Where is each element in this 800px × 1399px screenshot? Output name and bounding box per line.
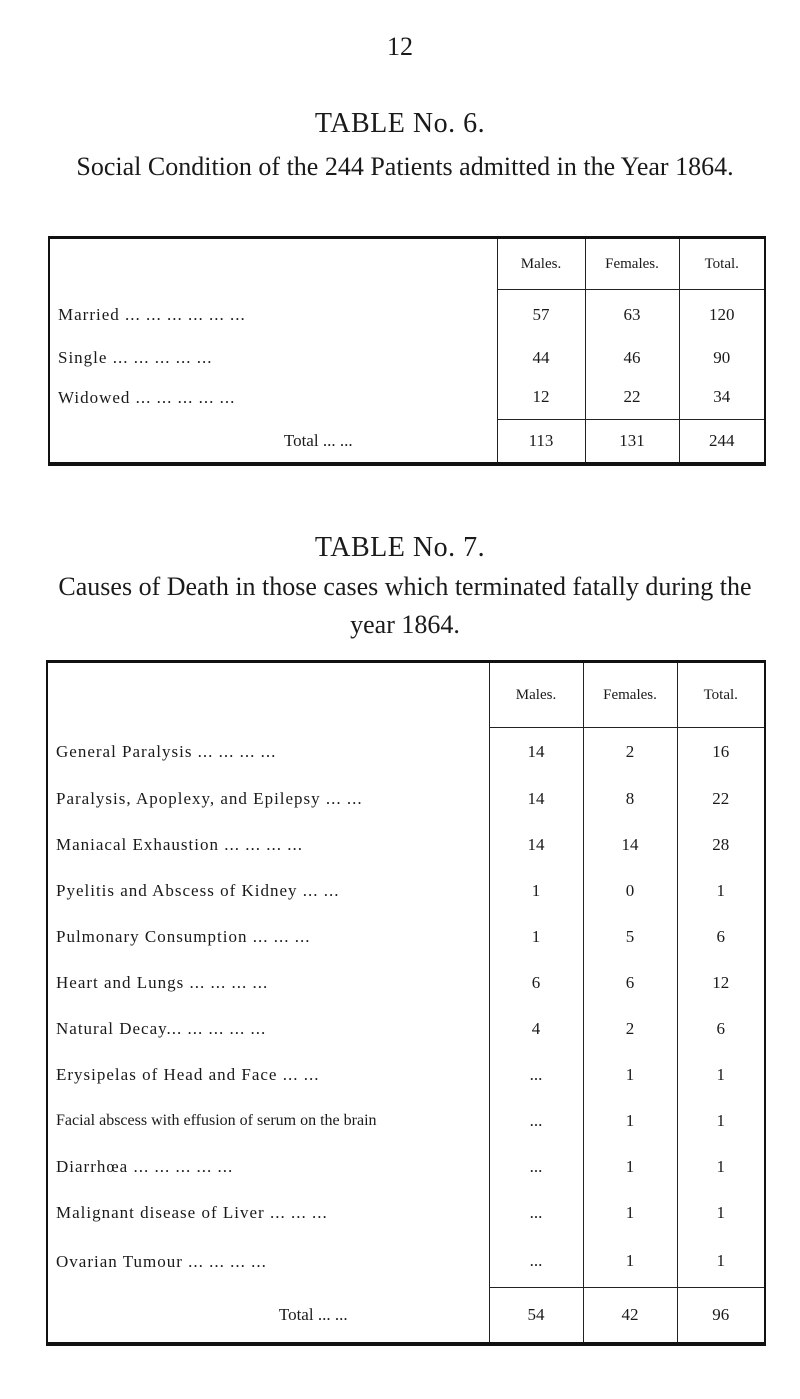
cell-total: 28 <box>677 822 765 868</box>
table-row <box>47 776 765 822</box>
row-label: General Paralysis ... ... ... ... <box>56 741 277 761</box>
table6-header-males: Males. <box>497 238 585 290</box>
cell-total: 22 <box>677 776 765 822</box>
total-males: 54 <box>489 1288 583 1344</box>
cell-total: 1 <box>677 1144 765 1190</box>
row-label: Married ... ... ... ... ... ... <box>58 304 246 324</box>
cell-males: 57 <box>497 290 585 340</box>
cell-males: ... <box>489 1052 583 1098</box>
row-label: Pyelitis and Abscess of Kidney ... ... <box>56 880 340 900</box>
cell-females: 22 <box>585 376 679 420</box>
cell-total: 1 <box>677 868 765 914</box>
table6-title: TABLE No. 6. <box>314 108 486 139</box>
total-label: Total ... ... <box>283 430 353 450</box>
table6-header-blank <box>49 238 497 290</box>
cell-total: 1 <box>677 1098 765 1144</box>
table-row <box>47 1098 765 1144</box>
cell-females: 14 <box>583 822 677 868</box>
cell-total: 6 <box>677 1006 765 1052</box>
table-row <box>47 1052 765 1098</box>
cell-females: 1 <box>583 1098 677 1144</box>
table7-header-males: Males. <box>489 662 583 728</box>
cell-males: 14 <box>489 728 583 776</box>
cell-females: 1 <box>583 1190 677 1236</box>
table7-total-row <box>47 1288 765 1344</box>
cell-females: 0 <box>583 868 677 914</box>
table7-title: TABLE No. 7. <box>314 532 486 563</box>
table-row <box>47 1144 765 1190</box>
table-row <box>49 340 765 376</box>
cell-total: 1 <box>677 1236 765 1288</box>
cell-males: 12 <box>497 376 585 420</box>
total-females: 131 <box>585 420 679 464</box>
cell-females: 6 <box>583 960 677 1006</box>
cell-total: 12 <box>677 960 765 1006</box>
cell-total: 34 <box>679 376 765 420</box>
cell-females: 46 <box>585 340 679 376</box>
cell-total: 1 <box>677 1052 765 1098</box>
cell-males: 14 <box>489 776 583 822</box>
cell-total: 16 <box>677 728 765 776</box>
table7 <box>46 660 766 1346</box>
table-row <box>47 1236 765 1288</box>
table-row <box>47 960 765 1006</box>
cell-total: 6 <box>677 914 765 960</box>
row-label: Maniacal Exhaustion ... ... ... ... <box>56 834 303 854</box>
cell-males: 14 <box>489 822 583 868</box>
cell-males: ... <box>489 1190 583 1236</box>
cell-males: 6 <box>489 960 583 1006</box>
cell-males: 44 <box>497 340 585 376</box>
cell-females: 2 <box>583 1006 677 1052</box>
cell-females: 1 <box>583 1052 677 1098</box>
row-label: Natural Decay... ... ... ... ... <box>56 1018 267 1038</box>
row-label: Widowed ... ... ... ... ... <box>58 387 236 407</box>
row-label: Erysipelas of Head and Face ... ... <box>56 1064 320 1084</box>
cell-females: 8 <box>583 776 677 822</box>
cell-males: ... <box>489 1236 583 1288</box>
page-number: 12 <box>387 32 413 61</box>
table-row <box>47 1006 765 1052</box>
table-row <box>47 868 765 914</box>
total-total: 244 <box>679 420 765 464</box>
row-label: Diarrhœa ... ... ... ... ... <box>56 1156 234 1176</box>
table7-header-blank <box>47 662 489 728</box>
total-total: 96 <box>677 1288 765 1344</box>
row-label: Single ... ... ... ... ... <box>58 347 213 367</box>
row-label: Ovarian Tumour ... ... ... ... <box>56 1251 267 1271</box>
table-row <box>47 822 765 868</box>
total-label: Total ... ... <box>278 1304 348 1324</box>
cell-males: 4 <box>489 1006 583 1052</box>
table6-header-females: Females. <box>585 238 679 290</box>
cell-males: 1 <box>489 914 583 960</box>
cell-males: ... <box>489 1144 583 1190</box>
row-label: Paralysis, Apoplexy, and Epilepsy ... ... <box>56 788 363 808</box>
cell-total: 90 <box>679 340 765 376</box>
cell-males: 1 <box>489 868 583 914</box>
table7-header-total: Total. <box>677 662 765 728</box>
table6-header-total: Total. <box>679 238 765 290</box>
row-label: Heart and Lungs ... ... ... ... <box>56 972 269 992</box>
cell-females: 1 <box>583 1144 677 1190</box>
table-row <box>49 290 765 340</box>
row-label: Facial abscess with effusion of serum on the brain <box>56 1111 377 1129</box>
cell-males: ... <box>489 1098 583 1144</box>
cell-total: 1 <box>677 1190 765 1236</box>
cell-females: 1 <box>583 1236 677 1288</box>
table6 <box>48 236 766 466</box>
table-row <box>49 376 765 420</box>
row-label: Pulmonary Consumption ... ... ... <box>56 926 311 946</box>
table-row <box>47 914 765 960</box>
total-males: 113 <box>497 420 585 464</box>
table-row <box>47 1190 765 1236</box>
cell-females: 63 <box>585 290 679 340</box>
table6-total-row <box>49 420 765 464</box>
row-label: Malignant disease of Liver ... ... ... <box>56 1202 328 1222</box>
cell-females: 2 <box>583 728 677 776</box>
table6-caption: Social Condition of the 244 Patients admitted in the Year 1864. <box>76 152 734 181</box>
total-females: 42 <box>583 1288 677 1344</box>
cell-females: 5 <box>583 914 677 960</box>
cell-total: 120 <box>679 290 765 340</box>
table7-caption: Causes of Death in those cases which terminated fatally during the year 1864. <box>58 572 752 639</box>
table7-header-females: Females. <box>583 662 677 728</box>
table-row <box>47 728 765 776</box>
